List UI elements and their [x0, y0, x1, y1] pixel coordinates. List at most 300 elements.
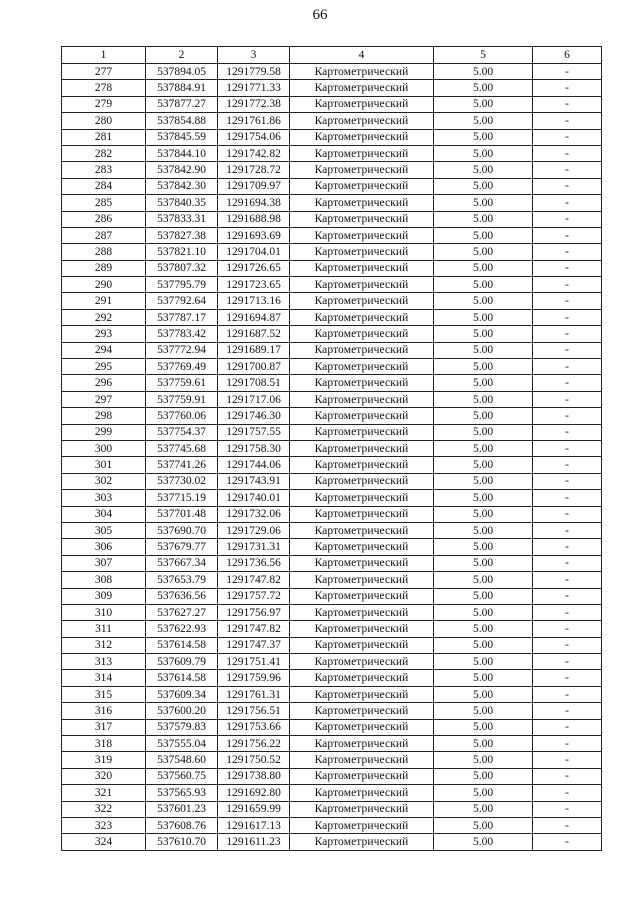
- table-row: [62, 719, 602, 735]
- accuracy-cell: 5.00: [434, 277, 533, 293]
- method-cell: Картометрический: [290, 736, 434, 752]
- note-cell: -: [533, 490, 602, 506]
- method-cell: Картометрический: [290, 506, 434, 522]
- x-coordinate-cell: 537845.59: [146, 129, 218, 145]
- x-coordinate-cell: 537807.32: [146, 260, 218, 276]
- point-number-cell: 301: [62, 457, 146, 473]
- table-row: [62, 785, 602, 801]
- y-coordinate-cell: 1291713.16: [218, 293, 290, 309]
- method-cell: Картометрический: [290, 178, 434, 194]
- x-coordinate-cell: 537745.68: [146, 440, 218, 456]
- accuracy-cell: 5.00: [434, 391, 533, 407]
- x-coordinate-cell: 537894.05: [146, 64, 218, 80]
- x-coordinate-cell: 537548.60: [146, 752, 218, 768]
- y-coordinate-cell: 1291736.56: [218, 555, 290, 571]
- y-coordinate-cell: 1291750.52: [218, 752, 290, 768]
- point-number-cell: 292: [62, 309, 146, 325]
- table-row: [62, 670, 602, 686]
- x-coordinate-cell: 537795.79: [146, 277, 218, 293]
- method-cell: Картометрический: [290, 457, 434, 473]
- point-number-cell: 287: [62, 227, 146, 243]
- y-coordinate-cell: 1291747.82: [218, 572, 290, 588]
- method-cell: Картометрический: [290, 654, 434, 670]
- table-header-row: [62, 47, 602, 64]
- accuracy-cell: 5.00: [434, 703, 533, 719]
- method-cell: Картометрический: [290, 801, 434, 817]
- table-body: [62, 64, 602, 851]
- accuracy-cell: 5.00: [434, 375, 533, 391]
- note-cell: -: [533, 293, 602, 309]
- x-coordinate-cell: 537842.30: [146, 178, 218, 194]
- accuracy-cell: 5.00: [434, 539, 533, 555]
- point-number-cell: 315: [62, 686, 146, 702]
- accuracy-cell: 5.00: [434, 654, 533, 670]
- accuracy-cell: 5.00: [434, 260, 533, 276]
- accuracy-cell: 5.00: [434, 309, 533, 325]
- x-coordinate-cell: 537827.38: [146, 227, 218, 243]
- note-cell: -: [533, 654, 602, 670]
- accuracy-cell: 5.00: [434, 621, 533, 637]
- x-coordinate-cell: 537690.70: [146, 522, 218, 538]
- point-number-cell: 314: [62, 670, 146, 686]
- method-cell: Картометрический: [290, 260, 434, 276]
- y-coordinate-cell: 1291753.66: [218, 719, 290, 735]
- table-row: [62, 473, 602, 489]
- accuracy-cell: 5.00: [434, 785, 533, 801]
- point-number-cell: 286: [62, 211, 146, 227]
- note-cell: -: [533, 195, 602, 211]
- x-coordinate-cell: 537614.58: [146, 670, 218, 686]
- note-cell: -: [533, 391, 602, 407]
- accuracy-cell: 5.00: [434, 473, 533, 489]
- method-cell: Картометрический: [290, 522, 434, 538]
- note-cell: -: [533, 178, 602, 194]
- method-cell: Картометрический: [290, 80, 434, 96]
- x-coordinate-cell: 537840.35: [146, 195, 218, 211]
- note-cell: -: [533, 752, 602, 768]
- note-cell: -: [533, 637, 602, 653]
- method-cell: Картометрический: [290, 145, 434, 161]
- table-row: [62, 96, 602, 112]
- note-cell: -: [533, 555, 602, 571]
- accuracy-cell: 5.00: [434, 719, 533, 735]
- point-number-cell: 282: [62, 145, 146, 161]
- point-number-cell: 321: [62, 785, 146, 801]
- point-number-cell: 279: [62, 96, 146, 112]
- method-cell: Картометрический: [290, 604, 434, 620]
- accuracy-cell: 5.00: [434, 457, 533, 473]
- point-number-cell: 305: [62, 522, 146, 538]
- method-cell: Картометрический: [290, 572, 434, 588]
- point-number-cell: 293: [62, 326, 146, 342]
- table-row: [62, 178, 602, 194]
- accuracy-cell: 5.00: [434, 555, 533, 571]
- column-header-6: 6: [533, 47, 602, 64]
- table-row: [62, 490, 602, 506]
- accuracy-cell: 5.00: [434, 440, 533, 456]
- table-row: [62, 391, 602, 407]
- y-coordinate-cell: 1291747.82: [218, 621, 290, 637]
- table-row: [62, 326, 602, 342]
- note-cell: -: [533, 244, 602, 260]
- note-cell: -: [533, 522, 602, 538]
- point-number-cell: 300: [62, 440, 146, 456]
- method-cell: Картометрический: [290, 277, 434, 293]
- point-number-cell: 296: [62, 375, 146, 391]
- point-number-cell: 290: [62, 277, 146, 293]
- table-row: [62, 621, 602, 637]
- accuracy-cell: 5.00: [434, 342, 533, 358]
- table-row: [62, 260, 602, 276]
- table-row: [62, 834, 602, 850]
- point-number-cell: 323: [62, 817, 146, 833]
- method-cell: Картометрический: [290, 244, 434, 260]
- y-coordinate-cell: 1291729.06: [218, 522, 290, 538]
- x-coordinate-cell: 537833.31: [146, 211, 218, 227]
- x-coordinate-cell: 537667.34: [146, 555, 218, 571]
- note-cell: -: [533, 572, 602, 588]
- y-coordinate-cell: 1291694.38: [218, 195, 290, 211]
- table-row: [62, 145, 602, 161]
- x-coordinate-cell: 537679.77: [146, 539, 218, 555]
- table-row: [62, 277, 602, 293]
- point-number-cell: 324: [62, 834, 146, 850]
- point-number-cell: 284: [62, 178, 146, 194]
- point-number-cell: 289: [62, 260, 146, 276]
- point-number-cell: 317: [62, 719, 146, 735]
- method-cell: Картометрический: [290, 129, 434, 145]
- y-coordinate-cell: 1291746.30: [218, 408, 290, 424]
- table-row: [62, 457, 602, 473]
- y-coordinate-cell: 1291723.65: [218, 277, 290, 293]
- method-cell: Картометрический: [290, 637, 434, 653]
- accuracy-cell: 5.00: [434, 752, 533, 768]
- accuracy-cell: 5.00: [434, 490, 533, 506]
- x-coordinate-cell: 537884.91: [146, 80, 218, 96]
- note-cell: -: [533, 457, 602, 473]
- point-number-cell: 319: [62, 752, 146, 768]
- table-row: [62, 752, 602, 768]
- note-cell: -: [533, 621, 602, 637]
- table-row: [62, 113, 602, 129]
- y-coordinate-cell: 1291688.98: [218, 211, 290, 227]
- y-coordinate-cell: 1291694.87: [218, 309, 290, 325]
- accuracy-cell: 5.00: [434, 604, 533, 620]
- accuracy-cell: 5.00: [434, 637, 533, 653]
- table-row: [62, 686, 602, 702]
- x-coordinate-cell: 537754.37: [146, 424, 218, 440]
- accuracy-cell: 5.00: [434, 670, 533, 686]
- method-cell: Картометрический: [290, 490, 434, 506]
- note-cell: -: [533, 309, 602, 325]
- accuracy-cell: 5.00: [434, 801, 533, 817]
- note-cell: -: [533, 375, 602, 391]
- table-row: [62, 440, 602, 456]
- note-cell: -: [533, 227, 602, 243]
- accuracy-cell: 5.00: [434, 211, 533, 227]
- note-cell: -: [533, 211, 602, 227]
- column-header-3: 3: [218, 47, 290, 64]
- point-number-cell: 288: [62, 244, 146, 260]
- y-coordinate-cell: 1291704.01: [218, 244, 290, 260]
- x-coordinate-cell: 537769.49: [146, 359, 218, 375]
- table-row: [62, 703, 602, 719]
- table-row: [62, 309, 602, 325]
- method-cell: Картометрический: [290, 326, 434, 342]
- method-cell: Картометрический: [290, 96, 434, 112]
- y-coordinate-cell: 1291611.23: [218, 834, 290, 850]
- x-coordinate-cell: 537601.23: [146, 801, 218, 817]
- note-cell: -: [533, 834, 602, 850]
- accuracy-cell: 5.00: [434, 195, 533, 211]
- accuracy-cell: 5.00: [434, 96, 533, 112]
- y-coordinate-cell: 1291689.17: [218, 342, 290, 358]
- note-cell: -: [533, 703, 602, 719]
- method-cell: Картометрический: [290, 391, 434, 407]
- accuracy-cell: 5.00: [434, 113, 533, 129]
- note-cell: -: [533, 768, 602, 784]
- x-coordinate-cell: 537842.90: [146, 162, 218, 178]
- point-number-cell: 310: [62, 604, 146, 620]
- method-cell: Картометрический: [290, 555, 434, 571]
- method-cell: Картометрический: [290, 211, 434, 227]
- x-coordinate-cell: 537579.83: [146, 719, 218, 735]
- accuracy-cell: 5.00: [434, 162, 533, 178]
- accuracy-cell: 5.00: [434, 64, 533, 80]
- method-cell: Картометрический: [290, 309, 434, 325]
- note-cell: -: [533, 539, 602, 555]
- y-coordinate-cell: 1291771.33: [218, 80, 290, 96]
- note-cell: -: [533, 785, 602, 801]
- note-cell: -: [533, 80, 602, 96]
- note-cell: -: [533, 424, 602, 440]
- point-number-cell: 311: [62, 621, 146, 637]
- y-coordinate-cell: 1291731.31: [218, 539, 290, 555]
- accuracy-cell: 5.00: [434, 686, 533, 702]
- note-cell: -: [533, 326, 602, 342]
- point-number-cell: 316: [62, 703, 146, 719]
- table-row: [62, 195, 602, 211]
- point-number-cell: 318: [62, 736, 146, 752]
- point-number-cell: 277: [62, 64, 146, 80]
- x-coordinate-cell: 537741.26: [146, 457, 218, 473]
- table-row: [62, 227, 602, 243]
- table-row: [62, 64, 602, 80]
- table-row: [62, 211, 602, 227]
- x-coordinate-cell: 537636.56: [146, 588, 218, 604]
- y-coordinate-cell: 1291617.13: [218, 817, 290, 833]
- method-cell: Картометрический: [290, 719, 434, 735]
- method-cell: Картометрический: [290, 817, 434, 833]
- point-number-cell: 280: [62, 113, 146, 129]
- x-coordinate-cell: 537760.06: [146, 408, 218, 424]
- note-cell: -: [533, 506, 602, 522]
- column-header-2: 2: [146, 47, 218, 64]
- y-coordinate-cell: 1291726.65: [218, 260, 290, 276]
- method-cell: Картометрический: [290, 342, 434, 358]
- point-number-cell: 295: [62, 359, 146, 375]
- table-row: [62, 342, 602, 358]
- x-coordinate-cell: 537555.04: [146, 736, 218, 752]
- method-cell: Картометрический: [290, 375, 434, 391]
- y-coordinate-cell: 1291761.31: [218, 686, 290, 702]
- column-header-5: 5: [434, 47, 533, 64]
- x-coordinate-cell: 537560.75: [146, 768, 218, 784]
- note-cell: -: [533, 719, 602, 735]
- y-coordinate-cell: 1291744.06: [218, 457, 290, 473]
- y-coordinate-cell: 1291692.80: [218, 785, 290, 801]
- x-coordinate-cell: 537787.17: [146, 309, 218, 325]
- y-coordinate-cell: 1291717.06: [218, 391, 290, 407]
- table-row: [62, 817, 602, 833]
- y-coordinate-cell: 1291708.51: [218, 375, 290, 391]
- x-coordinate-cell: 537715.19: [146, 490, 218, 506]
- table-row: [62, 359, 602, 375]
- x-coordinate-cell: 537609.34: [146, 686, 218, 702]
- table-row: [62, 801, 602, 817]
- accuracy-cell: 5.00: [434, 80, 533, 96]
- y-coordinate-cell: 1291693.69: [218, 227, 290, 243]
- method-cell: Картометрический: [290, 752, 434, 768]
- method-cell: Картометрический: [290, 424, 434, 440]
- point-number-cell: 322: [62, 801, 146, 817]
- x-coordinate-cell: 537792.64: [146, 293, 218, 309]
- x-coordinate-cell: 537622.93: [146, 621, 218, 637]
- note-cell: -: [533, 277, 602, 293]
- x-coordinate-cell: 537600.20: [146, 703, 218, 719]
- note-cell: -: [533, 736, 602, 752]
- table-row: [62, 637, 602, 653]
- table-row: [62, 244, 602, 260]
- method-cell: Картометрический: [290, 64, 434, 80]
- method-cell: Картометрический: [290, 621, 434, 637]
- table-row: [62, 293, 602, 309]
- point-number-cell: 313: [62, 654, 146, 670]
- accuracy-cell: 5.00: [434, 359, 533, 375]
- point-number-cell: 298: [62, 408, 146, 424]
- table-row: [62, 129, 602, 145]
- accuracy-cell: 5.00: [434, 768, 533, 784]
- method-cell: Картометрический: [290, 113, 434, 129]
- table-row: [62, 539, 602, 555]
- table-row: [62, 588, 602, 604]
- y-coordinate-cell: 1291761.86: [218, 113, 290, 129]
- note-cell: -: [533, 686, 602, 702]
- method-cell: Картометрический: [290, 359, 434, 375]
- y-coordinate-cell: 1291757.55: [218, 424, 290, 440]
- y-coordinate-cell: 1291779.58: [218, 64, 290, 80]
- method-cell: Картометрический: [290, 195, 434, 211]
- note-cell: -: [533, 408, 602, 424]
- accuracy-cell: 5.00: [434, 817, 533, 833]
- y-coordinate-cell: 1291687.52: [218, 326, 290, 342]
- accuracy-cell: 5.00: [434, 572, 533, 588]
- point-number-cell: 281: [62, 129, 146, 145]
- x-coordinate-cell: 537854.88: [146, 113, 218, 129]
- method-cell: Картометрический: [290, 440, 434, 456]
- x-coordinate-cell: 537877.27: [146, 96, 218, 112]
- y-coordinate-cell: 1291756.97: [218, 604, 290, 620]
- x-coordinate-cell: 537627.27: [146, 604, 218, 620]
- accuracy-cell: 5.00: [434, 522, 533, 538]
- x-coordinate-cell: 537565.93: [146, 785, 218, 801]
- accuracy-cell: 5.00: [434, 129, 533, 145]
- table-row: [62, 555, 602, 571]
- accuracy-cell: 5.00: [434, 227, 533, 243]
- method-cell: Картометрический: [290, 834, 434, 850]
- point-number-cell: 308: [62, 572, 146, 588]
- point-number-cell: 303: [62, 490, 146, 506]
- method-cell: Картометрический: [290, 293, 434, 309]
- y-coordinate-cell: 1291754.06: [218, 129, 290, 145]
- y-coordinate-cell: 1291700.87: [218, 359, 290, 375]
- x-coordinate-cell: 537730.02: [146, 473, 218, 489]
- note-cell: -: [533, 670, 602, 686]
- point-number-cell: 297: [62, 391, 146, 407]
- y-coordinate-cell: 1291743.91: [218, 473, 290, 489]
- note-cell: -: [533, 604, 602, 620]
- x-coordinate-cell: 537614.58: [146, 637, 218, 653]
- method-cell: Картометрический: [290, 768, 434, 784]
- point-number-cell: 285: [62, 195, 146, 211]
- accuracy-cell: 5.00: [434, 834, 533, 850]
- accuracy-cell: 5.00: [434, 145, 533, 161]
- y-coordinate-cell: 1291747.37: [218, 637, 290, 653]
- x-coordinate-cell: 537759.91: [146, 391, 218, 407]
- x-coordinate-cell: 537610.70: [146, 834, 218, 850]
- method-cell: Картометрический: [290, 670, 434, 686]
- table-row: [62, 80, 602, 96]
- note-cell: -: [533, 588, 602, 604]
- accuracy-cell: 5.00: [434, 408, 533, 424]
- method-cell: Картометрический: [290, 162, 434, 178]
- y-coordinate-cell: 1291740.01: [218, 490, 290, 506]
- method-cell: Картометрический: [290, 703, 434, 719]
- note-cell: -: [533, 359, 602, 375]
- table-row: [62, 572, 602, 588]
- method-cell: Картометрический: [290, 227, 434, 243]
- method-cell: Картометрический: [290, 473, 434, 489]
- accuracy-cell: 5.00: [434, 506, 533, 522]
- table-row: [62, 375, 602, 391]
- y-coordinate-cell: 1291742.82: [218, 145, 290, 161]
- point-number-cell: 294: [62, 342, 146, 358]
- column-header-1: 1: [62, 47, 146, 64]
- note-cell: -: [533, 801, 602, 817]
- y-coordinate-cell: 1291757.72: [218, 588, 290, 604]
- table-row: [62, 162, 602, 178]
- note-cell: -: [533, 473, 602, 489]
- point-number-cell: 278: [62, 80, 146, 96]
- y-coordinate-cell: 1291751.41: [218, 654, 290, 670]
- note-cell: -: [533, 260, 602, 276]
- table-row: [62, 506, 602, 522]
- y-coordinate-cell: 1291738.80: [218, 768, 290, 784]
- y-coordinate-cell: 1291732.06: [218, 506, 290, 522]
- y-coordinate-cell: 1291709.97: [218, 178, 290, 194]
- point-number-cell: 306: [62, 539, 146, 555]
- table-row: [62, 522, 602, 538]
- point-number-cell: 312: [62, 637, 146, 653]
- x-coordinate-cell: 537759.61: [146, 375, 218, 391]
- point-number-cell: 302: [62, 473, 146, 489]
- table-row: [62, 736, 602, 752]
- accuracy-cell: 5.00: [434, 588, 533, 604]
- point-number-cell: 309: [62, 588, 146, 604]
- accuracy-cell: 5.00: [434, 736, 533, 752]
- page-number: 66: [312, 7, 328, 23]
- table-row: [62, 768, 602, 784]
